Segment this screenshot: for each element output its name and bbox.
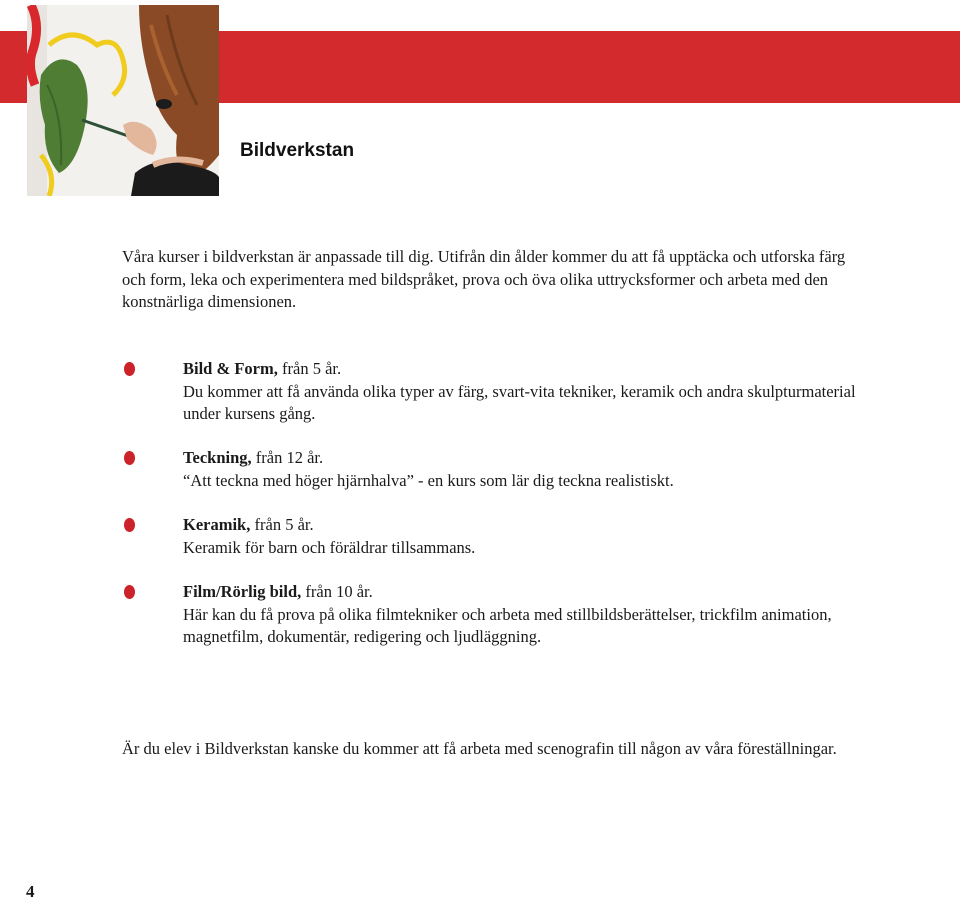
- course-text: [183, 514, 863, 559]
- page-number: 4: [26, 882, 35, 901]
- intro-paragraph: Våra kurser i bildverkstan är anpassade till dig. Utifrån din ålder kommer du att få upptäcka och utforska färg och form, leka och experimentera med bildspråket, prova och öva olika uttrycksformer och arbeta med den konstnärliga dimensionen.: [122, 247, 846, 311]
- course-heading: [183, 358, 863, 381]
- closing-paragraph: Är du elev i Bildverkstan kanske du kommer att få arbeta med scenografin till någon av våra föreställningar.: [122, 739, 837, 758]
- course-description: “Att teckna med höger hjärnhalva” - en kurs som lär dig teckna realistiskt.: [183, 470, 674, 490]
- course-text: [183, 581, 863, 649]
- course-item-bild-form: [122, 358, 862, 428]
- course-heading: [183, 581, 863, 604]
- course-heading: [183, 447, 863, 470]
- course-heading: [183, 514, 863, 537]
- course-text: [183, 358, 863, 426]
- red-bullet-icon: [124, 451, 135, 465]
- course-text: [183, 447, 863, 492]
- course-name: Keramik,: [183, 515, 251, 534]
- course-item-film: [122, 581, 862, 651]
- course-item-keramik: [122, 514, 862, 584]
- red-bullet-icon: [124, 585, 135, 599]
- page-title: Bildverkstan: [240, 140, 355, 161]
- course-age: från 12 år.: [251, 448, 324, 467]
- course-age: från 10 år.: [301, 582, 373, 601]
- course-name: Teckning,: [183, 448, 252, 467]
- course-name: Film/Rörlig bild,: [183, 582, 302, 601]
- course-age: från 5 år.: [250, 515, 314, 534]
- red-bullet-icon: [124, 518, 135, 532]
- course-description: Keramik för barn och föräldrar tillsammans.: [183, 537, 476, 557]
- painting-girl-photo: [27, 5, 219, 196]
- course-age: från 5 år.: [277, 359, 342, 378]
- red-bullet-icon: [124, 362, 135, 376]
- course-description: Du kommer att få använda olika typer av färg, svart-vita tekniker, keramik och andra skulpturmaterial under kursens gång.: [183, 381, 856, 423]
- course-name: Bild & Form,: [183, 359, 278, 378]
- course-description: Här kan du få prova på olika filmtekniker och arbeta med stillbildsberättelser, trickfilm animation, magnetfilm, dokumentär, redigering och ljudläggning.: [183, 604, 832, 646]
- course-item-teckning: [122, 447, 862, 517]
